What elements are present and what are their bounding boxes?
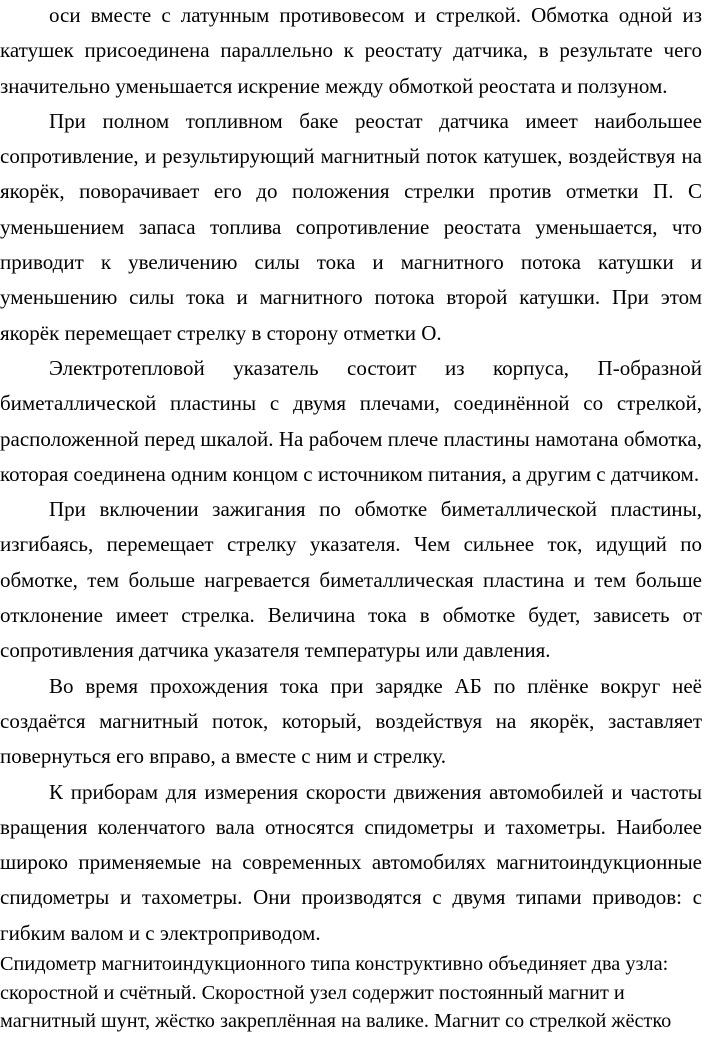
paragraph-4: При включении зажигания по обмотке биметаллической пластины, изгибаясь, перемещает стрелку указателя. Чем сильнее ток, идущий по обмотке, тем больше нагревается биметаллическая пластина и тем больше отклонение имеет стрелка. Величина тока в обмотке будет, зависеть от сопротивления датчика указателя температуры или давления. [0,497,702,663]
paragraph-5: Во время прохождения тока при зарядке АБ по плёнке вокруг неё создаётся магнитный поток, который, воздействуя на якорёк, заставляет повернуться его вправо, а вместе с ним и стрелку. [0,673,702,769]
paragraph-6: К приборам для измерения скорости движения автомобилей и частоты вращения коленчатого вала относятся спидометры и тахометры. Наиболее широко применяемые на современных автомобилях магнитоиндукционные спидометры и тахометры. Они производятся с двумя типами приводов: с гибким валом и с электроприводом. [0,779,702,945]
paragraph-1: оси вместе с латунным противовесом и стрелкой. Обмотка одной из катушек присоединена параллельно к реостату датчика, в результате чего значительно уменьшается искрение между обмоткой реостата и ползуном. [0,3,702,98]
paragraph-7: Спидометр магнитоиндукционного типа конструктивно объединяет два узла: скоростной и счётный. Скоростной узел содержит постоянный магнит и магнитный шунт, жёстко закреплённая на валике. Магнит со стрелкой жёстко [0,953,672,1033]
paragraph-2: При полном топливном баке реостат датчика имеет наибольшее сопротивление, и результирующий магнитный поток катушек, воздействуя на якорёк, поворачивает его до положения стрелки против отметки П. С уменьшением запаса топлива сопротивление реостата уменьшается, что приводит к увеличению силы тока и магнитного потока катушки и уменьшению силы тока и магнитного потока второй катушки. При этом якорёк перемещает стрелку в сторону отметки О. [0,108,702,345]
paragraph-3: Электротепловой указатель состоит из корпуса, П-образной биметаллической пластины с двумя плечами, соединённой со стрелкой, расположенной перед шкалой. На рабочем плече пластины намотана обмотка, которая соединена одним концом с источником питания, а другим с датчиком. [0,355,702,486]
